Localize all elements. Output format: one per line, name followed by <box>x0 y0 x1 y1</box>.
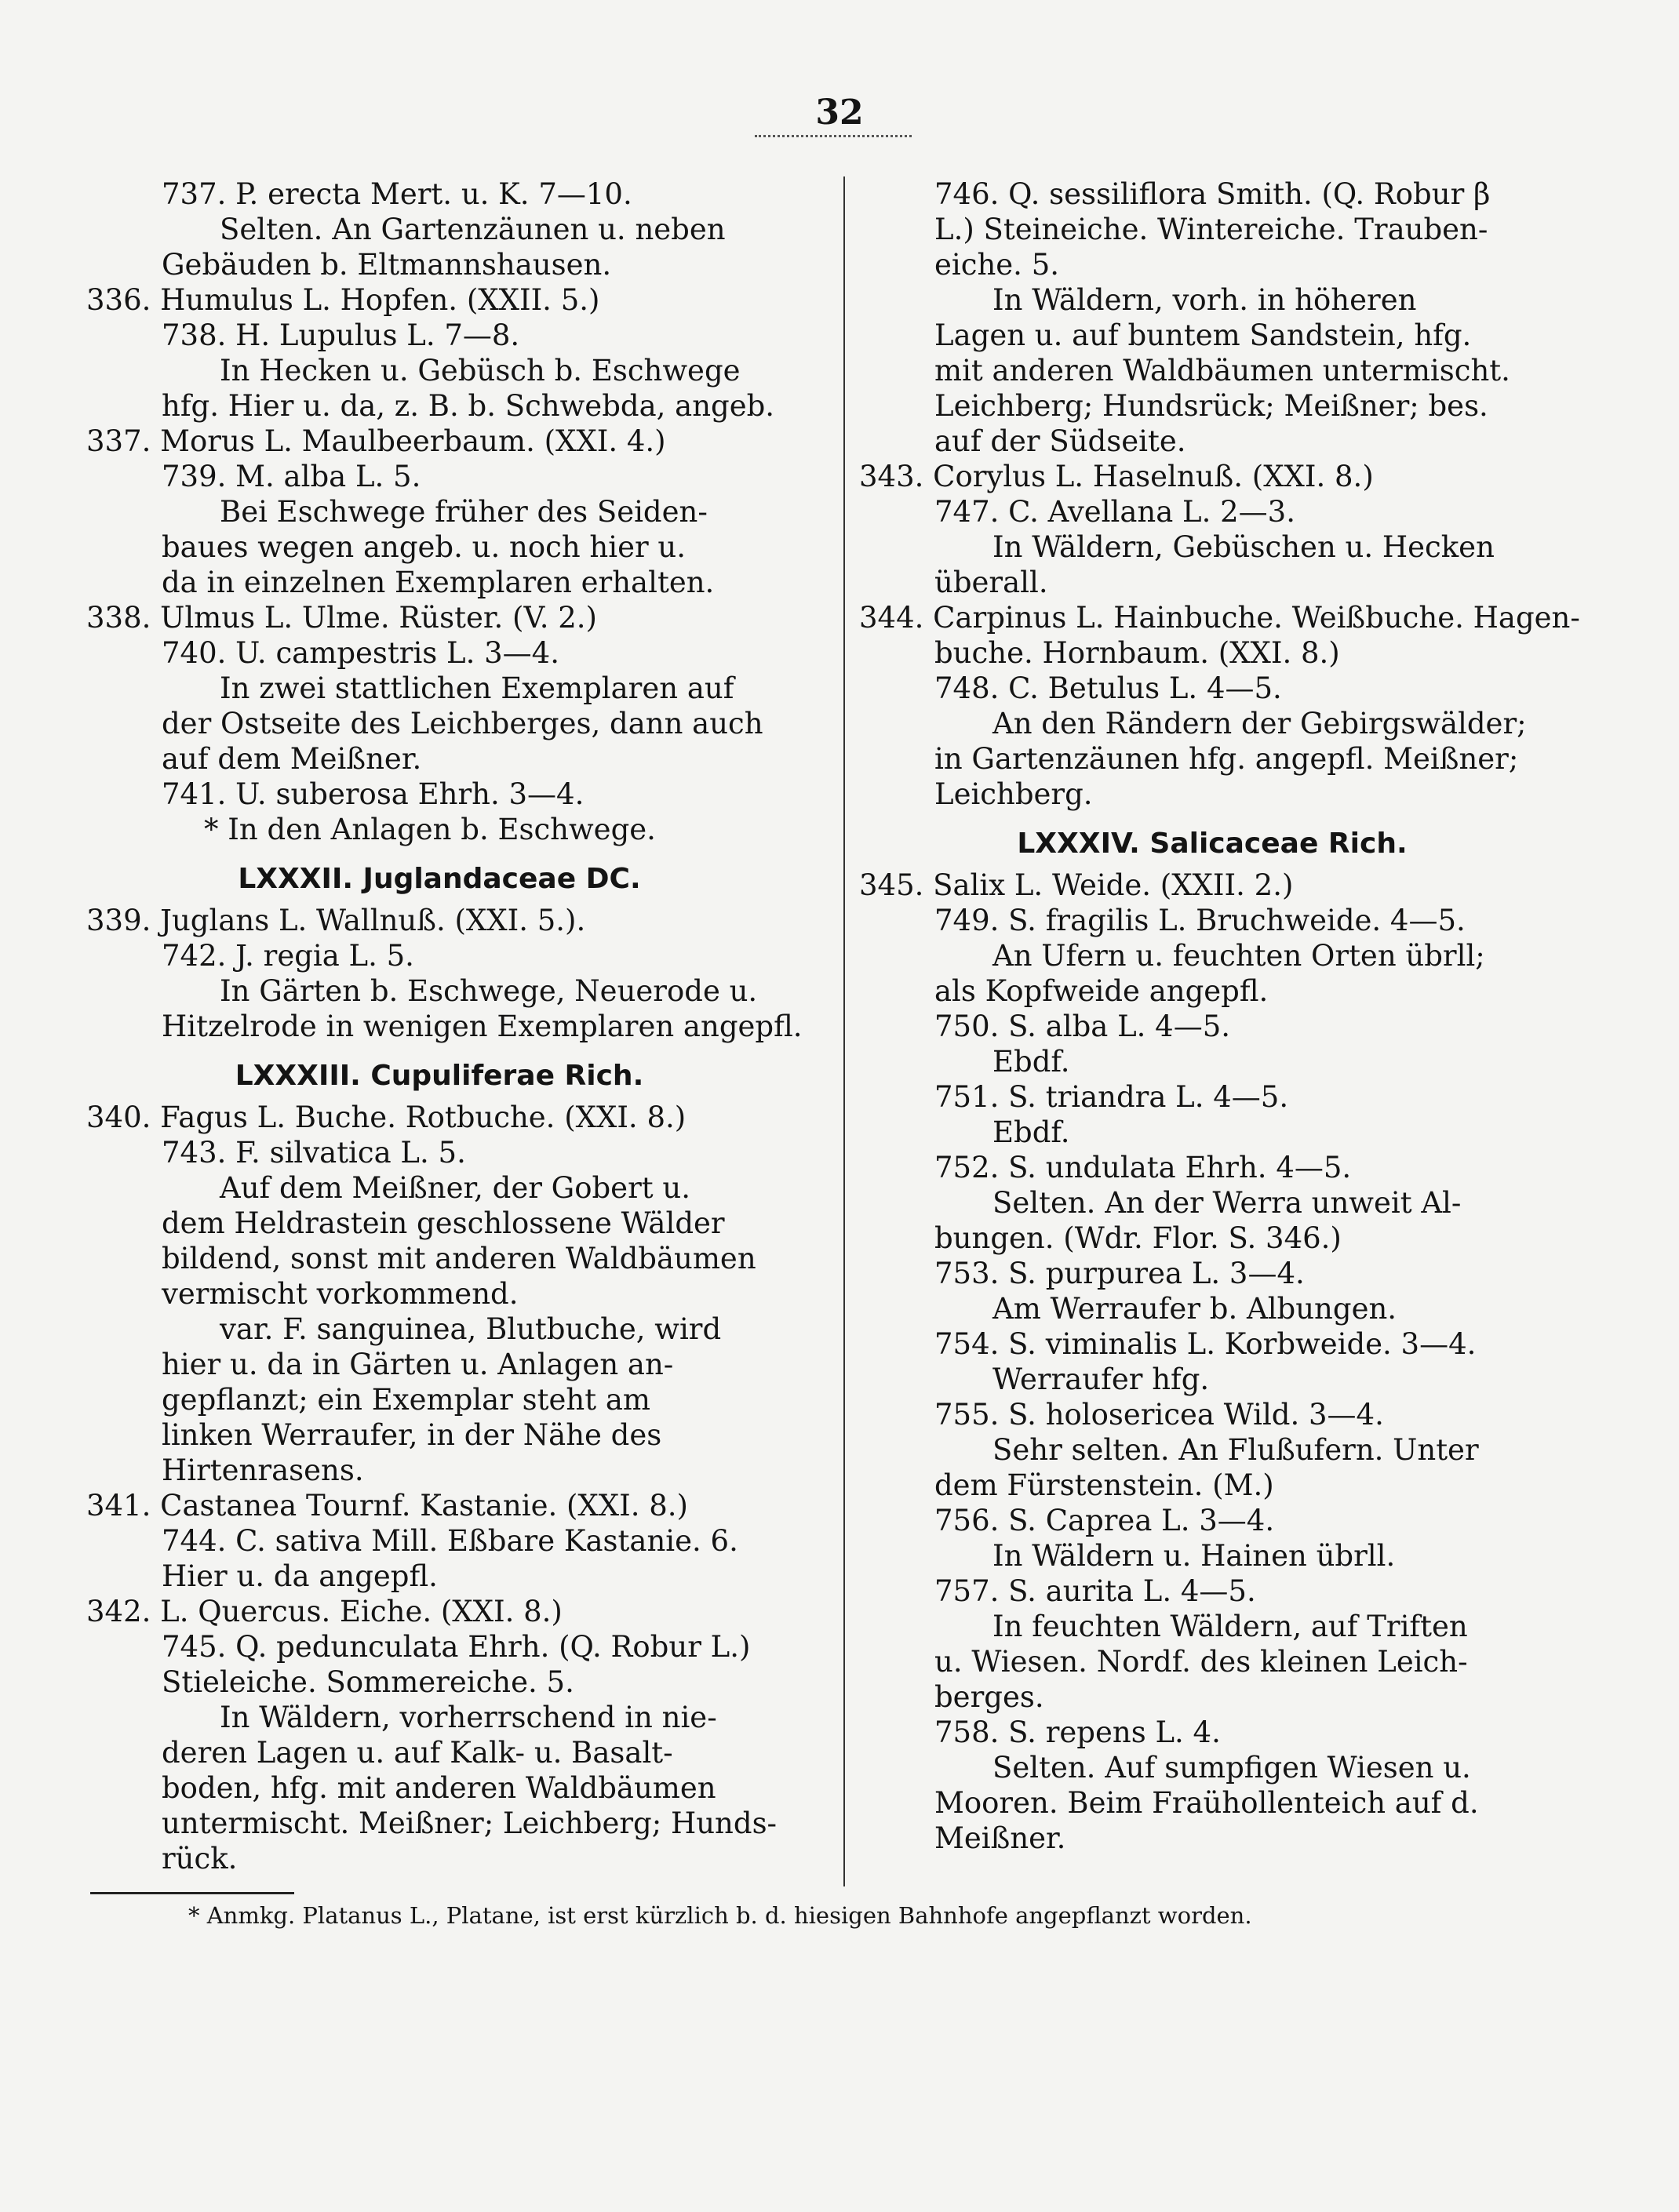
text-line: bildend, sonst mit anderen Waldbäumen <box>162 1242 756 1275</box>
text-line: mit anderen Waldbäumen untermischt. <box>934 354 1510 387</box>
text-line: 758. S. repens L. 4. <box>934 1715 1221 1749</box>
text-line: An den Rändern der Gebirgswälder; <box>992 707 1527 740</box>
text-line: der Ostseite des Leichberges, dann auch <box>162 707 763 740</box>
text-line: hfg. Hier u. da, z. B. b. Schwebda, angeb. <box>162 389 775 423</box>
text-line: 744. C. sativa Mill. Eßbare Kastanie. 6. <box>162 1524 738 1558</box>
text-line: dem Heldrastein geschlossene Wälder <box>162 1206 725 1240</box>
text-line: Werraufer hfg. <box>992 1362 1210 1396</box>
text-line: linken Werraufer, in der Nähe des <box>162 1418 662 1452</box>
text-line: 743. F. silvatica L. 5. <box>162 1136 466 1170</box>
text-line: 753. S. purpurea L. 3—4. <box>934 1257 1305 1290</box>
text-line: Sehr selten. An Flußufern. Unter <box>992 1433 1479 1467</box>
text-line: 748. C. Betulus L. 4—5. <box>934 671 1282 705</box>
text-line: In Hecken u. Gebüsch b. Eschwege <box>220 354 741 387</box>
text-line: 338. Ulmus L. Ulme. Rüster. (V. 2.) <box>86 601 597 635</box>
footnote: * Anmkg. Platanus L., Platane, ist erst kürzlich b. d. hiesigen Bahnhofe angepflanzt worden. <box>188 1902 1252 1929</box>
text-line: Selten. An der Werra unweit Al- <box>992 1186 1462 1220</box>
text-line: Stieleiche. Sommereiche. 5. <box>162 1665 574 1699</box>
text-line: 741. U. suberosa Ehrh. 3—4. <box>162 777 585 811</box>
text-line: 345. Salix L. Weide. (XXII. 2.) <box>859 868 1294 902</box>
family-heading: LXXXIV. Salicaceae Rich. <box>1017 828 1408 860</box>
text-line: 750. S. alba L. 4—5. <box>934 1010 1231 1043</box>
text-line: als Kopfweide angepfl. <box>934 974 1269 1008</box>
text-line: * In den Anlagen b. Eschwege. <box>204 813 656 846</box>
text-line: überall. <box>934 566 1048 599</box>
text-line: Mooren. Beim Fraühollenteich auf d. <box>934 1786 1479 1820</box>
text-line: Meißner. <box>934 1821 1066 1855</box>
text-line: Ebdf. <box>992 1115 1070 1149</box>
text-line: 745. Q. pedunculata Ehrh. (Q. Robur L.) <box>162 1630 751 1664</box>
text-line: In Wäldern u. Hainen übrll. <box>992 1539 1396 1573</box>
text-line: In zwei stattlichen Exemplaren auf <box>220 671 734 705</box>
text-line: L.) Steineiche. Wintereiche. Trauben- <box>934 213 1488 246</box>
text-line: 752. S. undulata Ehrh. 4—5. <box>934 1151 1352 1184</box>
text-line: buche. Hornbaum. (XXI. 8.) <box>934 636 1340 670</box>
text-line: baues wegen angeb. u. noch hier u. <box>162 530 687 564</box>
text-line: Leichberg. <box>934 777 1093 811</box>
text-line: 738. H. Lupulus L. 7—8. <box>162 318 520 352</box>
text-line: 754. S. viminalis L. Korbweide. 3—4. <box>934 1327 1477 1361</box>
text-line: Hirtenrasens. <box>162 1453 364 1487</box>
text-line: Lagen u. auf buntem Sandstein, hfg. <box>934 318 1472 352</box>
text-line: 739. M. alba L. 5. <box>162 460 421 493</box>
text-line: Gebäuden b. Eltmannshausen. <box>162 248 612 282</box>
text-line: In Wäldern, Gebüschen u. Hecken <box>992 530 1495 564</box>
page-number-ornament <box>755 135 912 137</box>
text-line: Am Werraufer b. Albungen. <box>992 1292 1397 1326</box>
text-line: 747. C. Avellana L. 2—3. <box>934 495 1295 529</box>
text-line: In Wäldern, vorh. in höheren <box>992 283 1417 317</box>
text-line: 341. Castanea Tournf. Kastanie. (XXI. 8.) <box>86 1489 688 1523</box>
text-line: 742. J. regia L. 5. <box>162 939 414 973</box>
text-line: 340. Fagus L. Buche. Rotbuche. (XXI. 8.) <box>86 1101 687 1134</box>
text-line: 342. L. Quercus. Eiche. (XXI. 8.) <box>86 1595 563 1628</box>
text-line: 344. Carpinus L. Hainbuche. Weißbuche. Hagen- <box>859 601 1580 635</box>
text-line: 737. P. erecta Mert. u. K. 7—10. <box>162 177 632 211</box>
text-line: eiche. 5. <box>934 248 1060 282</box>
text-line: 757. S. aurita L. 4—5. <box>934 1574 1256 1608</box>
text-line: untermischt. Meißner; Leichberg; Hunds- <box>162 1806 778 1840</box>
text-line: Selten. An Gartenzäunen u. neben <box>220 213 726 246</box>
text-line: Bei Eschwege früher des Seiden- <box>220 495 708 529</box>
text-line: In Wäldern, vorherrschend in nie- <box>220 1701 717 1734</box>
page-number: 32 <box>815 93 864 133</box>
family-heading: LXXXII. Juglandaceae DC. <box>238 863 641 895</box>
text-line: bungen. (Wdr. Flor. S. 346.) <box>934 1221 1342 1255</box>
text-line: Hier u. da angepfl. <box>162 1559 438 1593</box>
text-line: rück. <box>162 1842 238 1875</box>
text-line: 343. Corylus L. Haselnuß. (XXI. 8.) <box>859 460 1374 493</box>
text-line: hier u. da in Gärten u. Anlagen an- <box>162 1348 674 1381</box>
text-line: vermischt vorkommend. <box>162 1277 519 1311</box>
text-line: gepflanzt; ein Exemplar steht am <box>162 1383 650 1417</box>
text-line: 339. Juglans L. Wallnuß. (XXI. 5.). <box>86 904 586 937</box>
text-line: 756. S. Caprea L. 3—4. <box>934 1504 1275 1537</box>
text-line: auf dem Meißner. <box>162 742 422 776</box>
text-line: auf der Südseite. <box>934 424 1186 458</box>
text-line: Selten. Auf sumpfigen Wiesen u. <box>992 1751 1471 1785</box>
text-line: deren Lagen u. auf Kalk- u. Basalt- <box>162 1736 673 1770</box>
text-line: berges. <box>934 1680 1044 1714</box>
footnote-rule <box>90 1892 294 1894</box>
text-line: da in einzelnen Exemplaren erhalten. <box>162 566 715 599</box>
family-heading: LXXXIII. Cupuliferae Rich. <box>235 1060 644 1092</box>
text-line: 749. S. fragilis L. Bruchweide. 4—5. <box>934 904 1466 937</box>
text-line: Leichberg; Hundsrück; Meißner; bes. <box>934 389 1488 423</box>
text-line: 746. Q. sessiliflora Smith. (Q. Robur β <box>934 177 1491 211</box>
text-line: 751. S. triandra L. 4—5. <box>934 1080 1289 1114</box>
text-line: 336. Humulus L. Hopfen. (XXII. 5.) <box>86 283 600 317</box>
text-line: In Gärten b. Eschwege, Neuerode u. <box>220 974 758 1008</box>
text-line: 337. Morus L. Maulbeerbaum. (XXI. 4.) <box>86 424 666 458</box>
text-line: 740. U. campestris L. 3—4. <box>162 636 559 670</box>
text-line: in Gartenzäunen hfg. angepfl. Meißner; <box>934 742 1519 776</box>
text-line: Hitzelrode in wenigen Exemplaren angepfl. <box>162 1010 803 1043</box>
text-line: Ebdf. <box>992 1045 1070 1079</box>
column-divider <box>843 176 845 1886</box>
text-line: boden, hfg. mit anderen Waldbäumen <box>162 1771 716 1805</box>
text-line: In feuchten Wäldern, auf Triften <box>992 1610 1468 1643</box>
text-line: An Ufern u. feuchten Orten übrll; <box>992 939 1485 973</box>
text-line: u. Wiesen. Nordf. des kleinen Leich- <box>934 1645 1468 1679</box>
right-column <box>859 176 1580 1856</box>
text-line: 755. S. holosericea Wild. 3—4. <box>934 1398 1384 1432</box>
text-line: var. F. sanguinea, Blutbuche, wird <box>220 1312 722 1346</box>
text-line: Auf dem Meißner, der Gobert u. <box>220 1171 690 1205</box>
left-column <box>86 176 803 1876</box>
text-line: dem Fürstenstein. (M.) <box>934 1468 1274 1502</box>
